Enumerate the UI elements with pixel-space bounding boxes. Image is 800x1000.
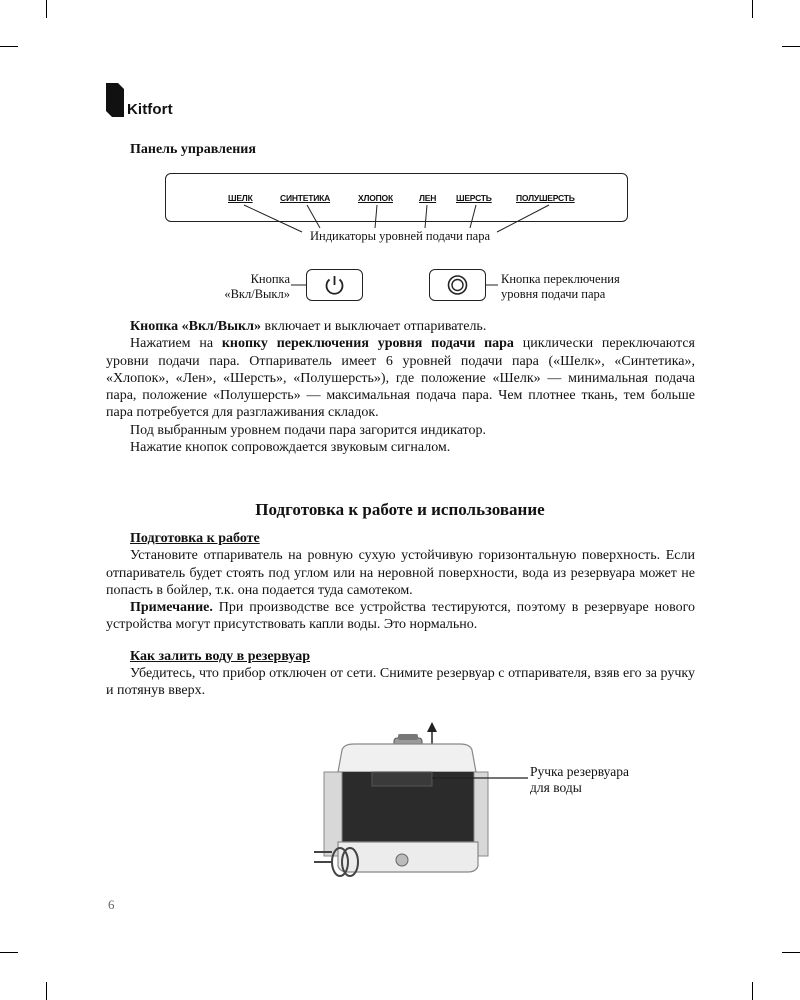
indicator-label: ШЕЛК — [228, 193, 253, 203]
note-paragraph: Примечание. При производстве все устройства тестируются, поэтому в резервуаре нового устройства могут присутствовать капли воды. Это нормально. — [106, 600, 695, 633]
power-button-caption: Кнопка «Вкл/Выкл» — [224, 272, 290, 301]
paragraph: Кнопка «Вкл/Выкл» включает и выключает отпариватель. — [130, 319, 487, 334]
steam-level-icon — [430, 270, 485, 300]
indicator-label: СИНТЕТИКА — [280, 193, 331, 203]
section-title: Панель управления — [130, 142, 256, 157]
indicator-label: ШЕРСТЬ — [456, 193, 492, 203]
power-button[interactable] — [306, 269, 363, 301]
prep-text — [106, 530, 695, 700]
indicators-caption: Индикаторы уровней подачи пара — [309, 229, 491, 243]
subheading: Как залить воду в резервуар — [130, 648, 310, 664]
paragraph: Установите отпариватель на ровную сухую устойчивую горизонтальную поверхность. Если отпариватель будет стоять под углом или на неровной поверхности, вода из резервуара может не попасть в бойлер, т.к. она подается туда самотеком. — [106, 548, 695, 598]
paragraph: Убедитесь, что прибор отключен от сети. Снимите резервуар с отпаривателя, взяв его за ручку и потянув вверх. — [106, 666, 695, 699]
panel-description — [106, 318, 695, 456]
crop-mark — [46, 982, 47, 1000]
crop-mark — [0, 952, 18, 953]
logo-text: Kitfort — [127, 101, 173, 118]
crop-mark — [782, 952, 800, 953]
subheading: Подготовка к работе — [130, 531, 260, 546]
paragraph: Под выбранным уровнем подачи пара загорится индикатор. — [130, 422, 486, 438]
paragraph: Нажатие кнопок сопровождается звуковым сигналом. — [130, 440, 451, 456]
indicator-label: ПОЛУШЕРСТЬ — [516, 193, 575, 203]
paragraph: Нажатием на кнопку переключения уровня подачи пара циклически переключаются уровни подачи пара. Отпариватель имеет 6 уровней подачи пара («Шелк», «Синтетика», «Хлопок», «Лен», «Шерсть», «Полушерсть»), где положение «Шелк» — минимальная подача пара, положение «Полушерсть» — максимальная подача пара. Чем плотнее ткань, тем больше пара потребуется для разглаживания складок. — [106, 336, 695, 421]
power-icon — [307, 270, 362, 300]
reservoir-handle-label: Ручка резервуара для воды — [530, 764, 629, 795]
crop-mark — [752, 982, 753, 1000]
indicator-leader-lines — [0, 0, 800, 320]
section-heading: Подготовка к работе и использование — [255, 500, 545, 519]
steamer-illustration — [310, 720, 550, 885]
page-number: 6 — [108, 897, 115, 912]
indicator-label: ЛЕН — [419, 193, 437, 203]
steam-button-caption: Кнопка переключения уровня подачи пара — [501, 272, 620, 301]
indicator-label: ХЛОПОК — [358, 193, 393, 203]
steam-level-button[interactable] — [429, 269, 486, 301]
